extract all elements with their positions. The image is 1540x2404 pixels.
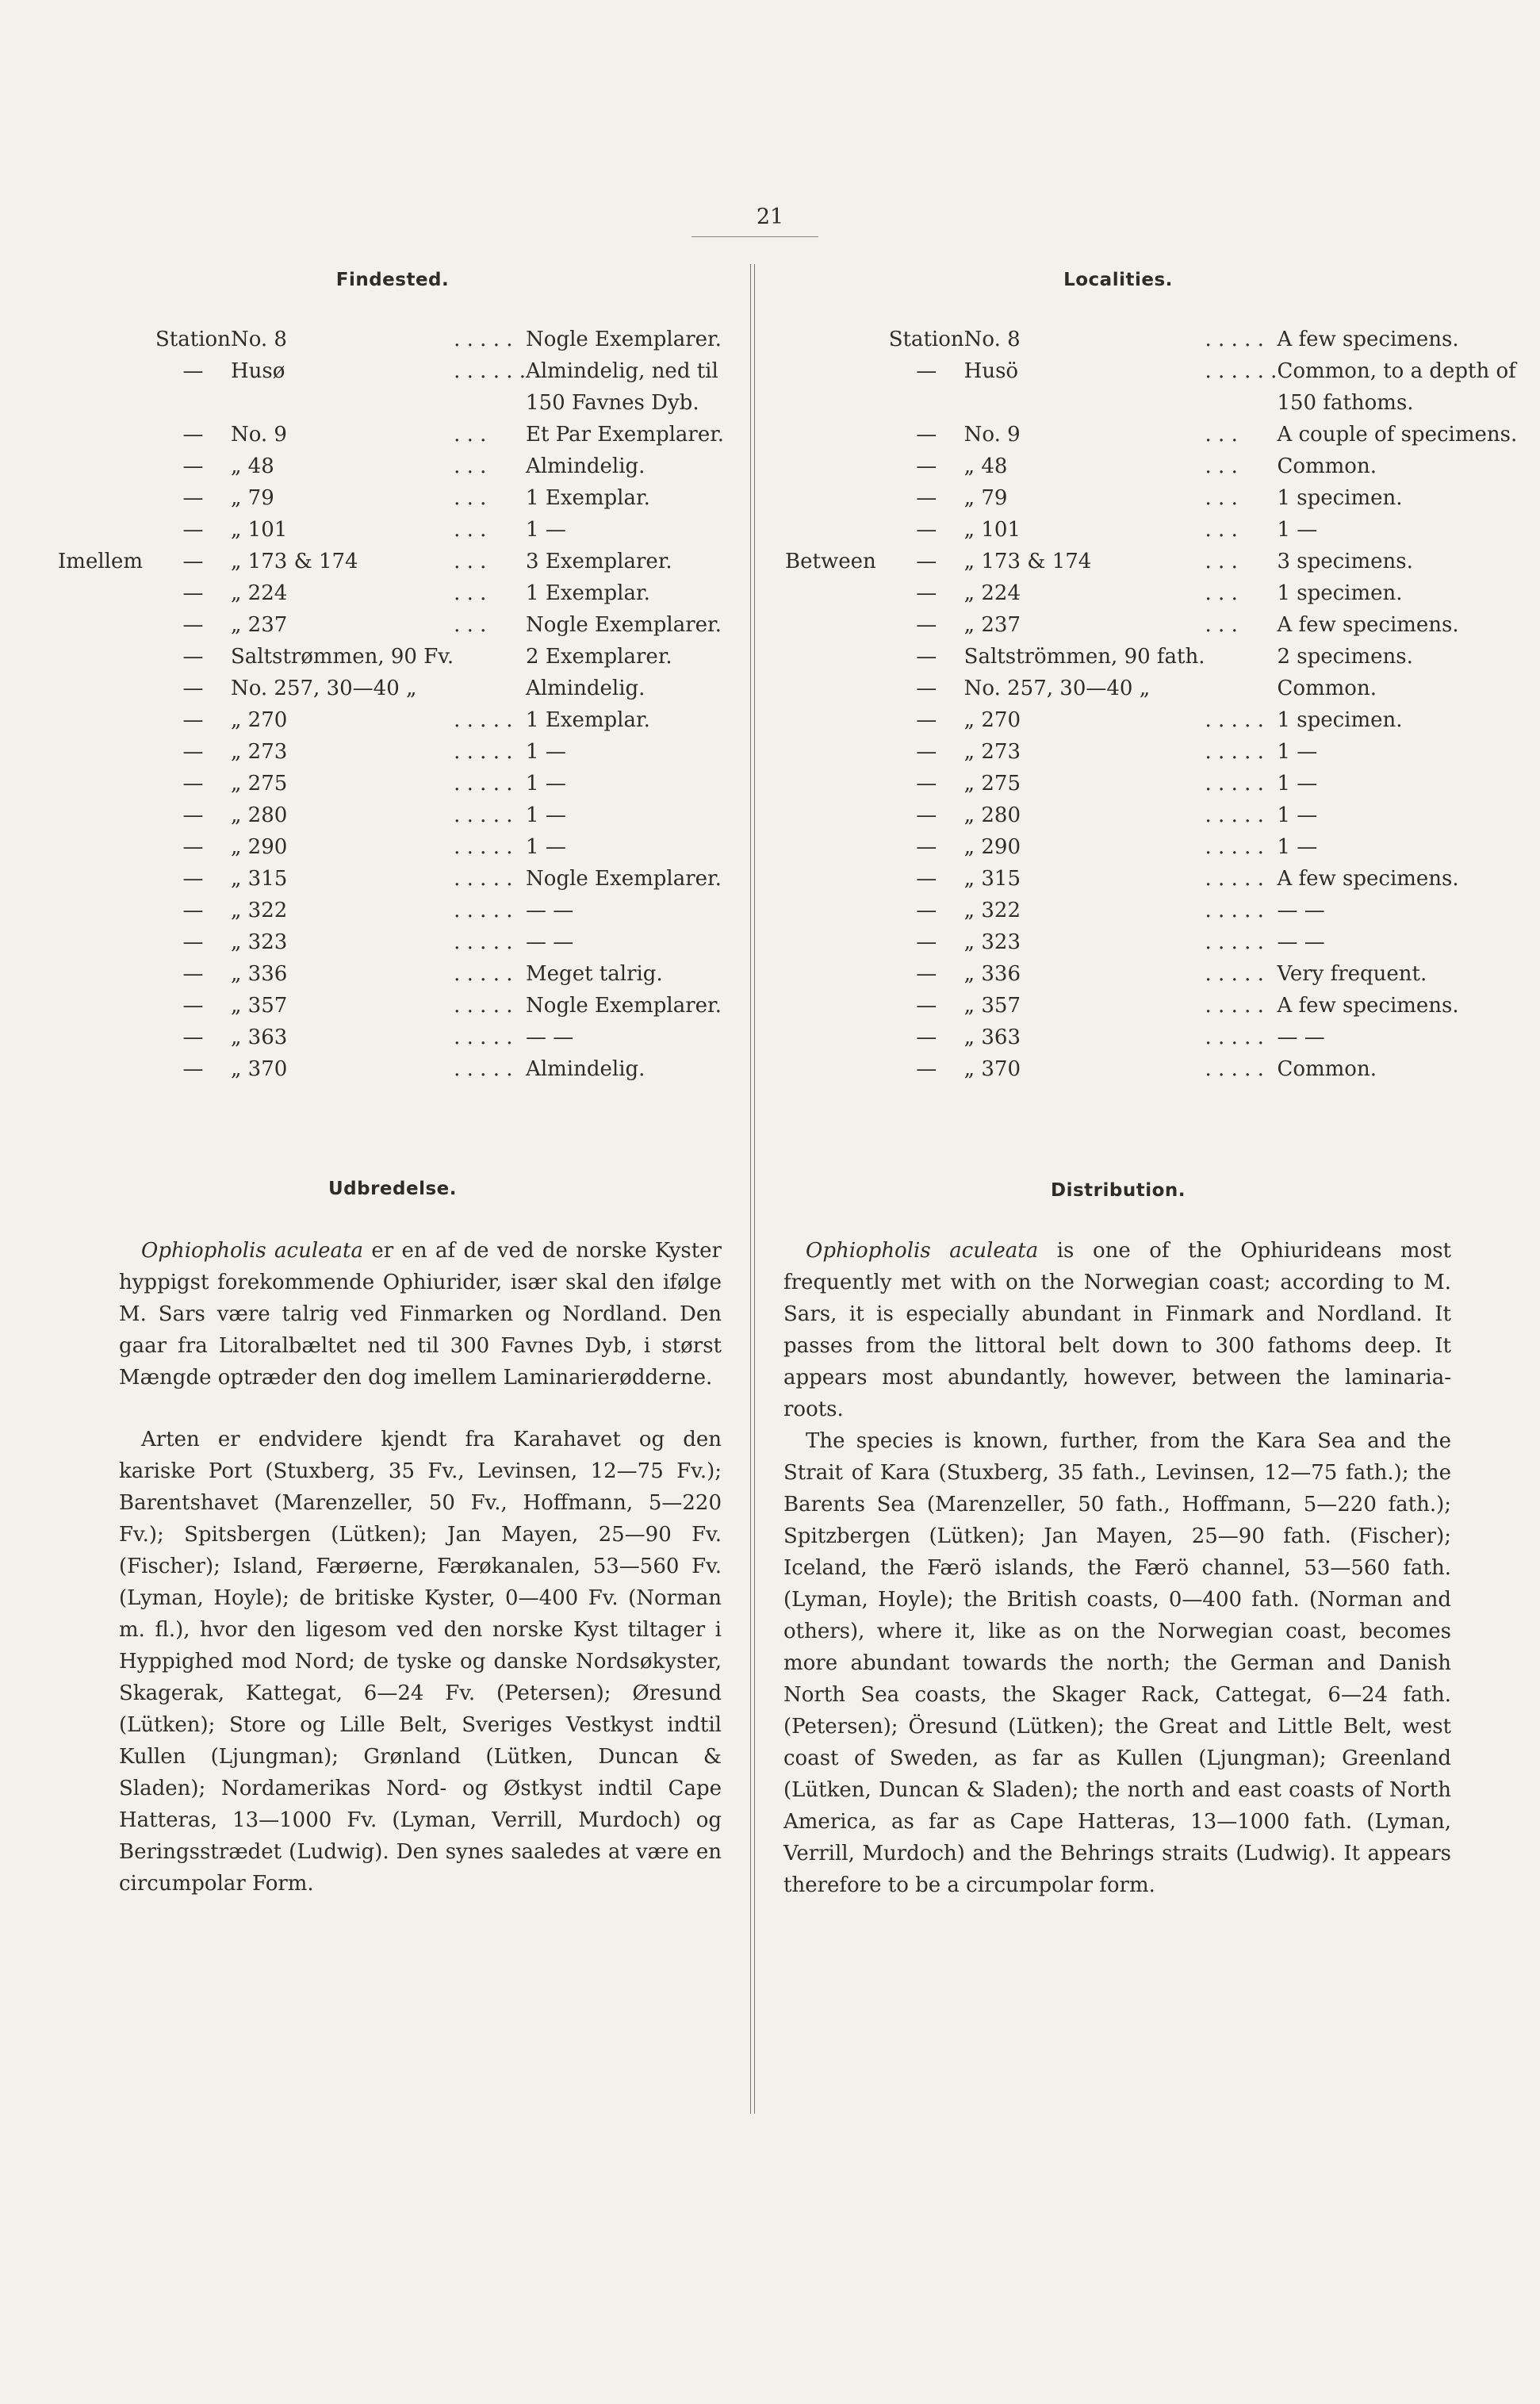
station-prefix: — xyxy=(182,772,204,796)
station-prefix: Station xyxy=(888,328,964,351)
station-note: — — xyxy=(1277,1026,1325,1049)
station-note: Common. xyxy=(1277,454,1377,478)
station-prefix: — xyxy=(916,359,937,383)
station-prefix: — xyxy=(916,994,937,1018)
station-note: 2 Exemplarer. xyxy=(526,645,672,669)
station-group-label xyxy=(785,324,889,355)
station-number: „ 173 & 174 xyxy=(963,550,1092,573)
station-number: „ 357 xyxy=(230,994,288,1018)
station-number: „ 322 xyxy=(963,899,1021,922)
station-row xyxy=(54,831,748,863)
station-group-label xyxy=(785,768,889,799)
leader-dots: . . . . . xyxy=(1205,1057,1264,1081)
station-group-label xyxy=(785,895,889,926)
leader-dots: . . . . . xyxy=(1205,740,1264,764)
leader-dots: . . . . . xyxy=(1205,994,1264,1018)
station-number: „ 48 xyxy=(230,454,274,478)
station-row xyxy=(785,831,1534,863)
leader-dots: . . . . . xyxy=(454,835,513,859)
station-note: — — xyxy=(1277,899,1325,922)
station-group-label xyxy=(54,609,155,641)
station-row xyxy=(54,863,748,895)
station-number: „ 290 xyxy=(963,835,1021,859)
station-note: 3 Exemplarer. xyxy=(526,550,672,573)
station-group-label xyxy=(54,895,155,926)
station-row xyxy=(785,704,1534,736)
station-note: A couple of specimens. xyxy=(1277,423,1518,447)
station-row xyxy=(54,355,748,419)
station-row xyxy=(785,895,1534,926)
station-prefix: — xyxy=(916,550,937,573)
leader-dots: . . . . . xyxy=(454,867,513,891)
station-group-label xyxy=(54,1022,155,1053)
station-prefix: — xyxy=(182,486,204,510)
station-note: 1 — xyxy=(1277,835,1318,859)
station-group-label xyxy=(785,355,889,419)
station-number: „ 370 xyxy=(963,1057,1021,1081)
station-prefix: — xyxy=(182,1057,204,1081)
station-group-label xyxy=(785,673,889,704)
station-prefix: — xyxy=(916,677,937,700)
station-note: Common. xyxy=(1277,677,1377,700)
station-number: „ 79 xyxy=(963,486,1008,510)
station-row xyxy=(54,736,748,768)
station-row xyxy=(785,641,1534,673)
station-number: Saltstrømmen, 90 Fv. xyxy=(230,645,454,669)
station-note: A few specimens. xyxy=(1277,867,1459,891)
station-row xyxy=(785,799,1534,831)
station-number: No. 257, 30—40 „ xyxy=(230,677,417,700)
station-note: 1 — xyxy=(526,772,566,796)
station-prefix: — xyxy=(916,930,937,954)
right-paragraph-2: The species is known, further, from the Kara Sea and the Strait of Kara (Stuxberg, 35 fath., Levinsen, 12—75 fath.); the Barents Sea (Marenzeller, 50 fath., Hoffmann, 5—220 fath.); Spitzbergen (Lütken); Jan Mayen, 25—90 fath. (Fischer); Iceland, the Færö islands, the Færö channel, 53—560 fath. (Lyman, Hoyle); the British coasts, 0—400 fath. (Norman and others), where it, like as on the Norwegian coast, becomes more abundant towards the north; the German and Danish North Sea coasts, the Skager Rack, Cattegat, 6—24 fath. (Petersen); Öresund (Lütken); the Great and Little Belt, west coast of Sweden, as far as Kullen (Ljungman); Greenland (Lütken, Duncan & Sladen); the north and east coasts of North America, as far as Cape Hatteras, 13—1000 fath. (Lyman, Verrill, Murdoch) and the Behrings straits (Ludwig). It appears therefore to be a circumpolar form. xyxy=(783,1429,1451,1897)
leader-dots: . . . xyxy=(1205,581,1238,605)
station-prefix: — xyxy=(182,677,204,700)
station-note: A few specimens. xyxy=(1277,994,1459,1018)
station-note: Almindelig. xyxy=(526,1057,645,1081)
right-distribution-text xyxy=(783,1235,1451,1901)
station-note: 1 — xyxy=(526,835,566,859)
station-row xyxy=(785,577,1534,609)
station-row xyxy=(785,1053,1534,1085)
leader-dots: . . . xyxy=(454,486,487,510)
station-number: „ 273 xyxy=(230,740,288,764)
station-row xyxy=(785,736,1534,768)
station-note: 1 Exemplar. xyxy=(526,486,650,510)
leader-dots: . . . xyxy=(1205,518,1238,542)
station-note: Nogle Exemplarer. xyxy=(526,994,722,1018)
station-row xyxy=(54,1022,748,1053)
station-row xyxy=(54,704,748,736)
leader-dots: . . . xyxy=(1205,613,1238,637)
left-station-table xyxy=(54,324,748,1085)
leader-dots: . . . xyxy=(454,423,487,447)
leader-dots: . . . . . xyxy=(454,899,513,922)
left-paragraph-1 xyxy=(119,1235,722,1394)
station-group-label xyxy=(54,926,155,958)
station-group-label xyxy=(785,419,889,451)
station-group-label xyxy=(54,324,155,355)
station-note: 1 specimen. xyxy=(1277,708,1403,732)
station-note: Very frequent. xyxy=(1277,962,1427,986)
station-group-label xyxy=(54,863,155,895)
station-prefix: — xyxy=(182,708,204,732)
station-number: No. 8 xyxy=(230,328,287,351)
station-prefix: — xyxy=(916,613,937,637)
station-group-label xyxy=(785,1022,889,1053)
leader-dots: . . . . . xyxy=(1205,899,1264,922)
station-number: „ 370 xyxy=(230,1057,288,1081)
right-localities-heading: Localities. xyxy=(1063,270,1173,290)
leader-dots: . . . xyxy=(454,581,487,605)
leader-dots: . . . xyxy=(1205,486,1238,510)
station-number: „ 173 & 174 xyxy=(230,550,358,573)
station-note: 3 specimens. xyxy=(1277,550,1413,573)
station-prefix: — xyxy=(182,899,204,922)
leader-dots: . . . . . . xyxy=(1205,359,1278,383)
station-number: „ 101 xyxy=(230,518,288,542)
station-group-label xyxy=(785,514,889,546)
station-number: „ 275 xyxy=(963,772,1021,796)
station-note: — — xyxy=(1277,930,1325,954)
station-number: „ 280 xyxy=(963,803,1021,827)
station-number: Saltströmmen, 90 fath. xyxy=(963,645,1205,669)
station-number: „ 224 xyxy=(230,581,288,605)
leader-dots xyxy=(454,673,526,704)
station-group-label xyxy=(54,451,155,482)
station-note: 1 — xyxy=(526,740,566,764)
station-row xyxy=(54,926,748,958)
station-group-label xyxy=(785,958,889,990)
station-note: 1 — xyxy=(526,518,566,542)
right-paragraph-1 xyxy=(783,1235,1451,1425)
station-prefix: — xyxy=(182,645,204,669)
station-row xyxy=(54,895,748,926)
station-group-label xyxy=(785,451,889,482)
station-note: 1 — xyxy=(1277,740,1318,764)
station-note: — — xyxy=(526,1026,574,1049)
station-group-label xyxy=(785,990,889,1022)
leader-dots: . . . . . xyxy=(454,803,513,827)
station-number: „ 336 xyxy=(230,962,288,986)
leader-dots: . . . . . xyxy=(454,328,513,351)
station-number: „ 363 xyxy=(963,1026,1021,1049)
station-group-label xyxy=(785,1053,889,1085)
left-paragraph-1-text: er en af de ved de norske Kyster hyppigst forekommende Ophiurider, især skal den ifølge M. Sars være talrig ved Finmarken og Nordland. Den gaar fra Litoralbæltet ned til 300 Favnes Dyb, i størst Mængde optræder den dog imellem Laminarierødderne. xyxy=(119,1239,722,1390)
station-group-label xyxy=(54,736,155,768)
station-number: „ 357 xyxy=(963,994,1021,1018)
station-note: Meget talrig. xyxy=(526,962,663,986)
leader-dots: . . . . . xyxy=(454,962,513,986)
station-number: „ 237 xyxy=(963,613,1021,637)
left-distribution-text xyxy=(119,1235,722,1900)
leader-dots: . . . . . xyxy=(454,930,513,954)
station-number: „ 270 xyxy=(963,708,1021,732)
station-group-label xyxy=(785,704,889,736)
leader-dots: . . . . . xyxy=(1205,835,1264,859)
station-group-label xyxy=(54,1053,155,1085)
station-row xyxy=(785,990,1534,1022)
station-row xyxy=(54,958,748,990)
station-note: Almindelig. xyxy=(526,677,645,700)
left-distribution-heading: Udbredelse. xyxy=(328,1179,458,1199)
station-group-label xyxy=(54,704,155,736)
station-prefix: — xyxy=(182,550,204,573)
station-row xyxy=(785,451,1534,482)
station-group-label: Between xyxy=(785,550,876,573)
station-note: 1 Exemplar. xyxy=(526,708,650,732)
station-group-label xyxy=(785,641,889,673)
station-number: „ 315 xyxy=(230,867,288,891)
leader-dots: . . . . . xyxy=(454,772,513,796)
station-note: A few specimens. xyxy=(1277,613,1459,637)
station-row xyxy=(54,324,748,355)
station-note: Almindelig, ned til 150 Favnes Dyb. xyxy=(526,359,718,415)
station-prefix: — xyxy=(182,994,204,1018)
station-row xyxy=(54,577,748,609)
station-group-label xyxy=(785,482,889,514)
station-row xyxy=(54,514,748,546)
leader-dots: . . . . . xyxy=(1205,803,1264,827)
right-paragraph-1-text: is one of the Ophiurideans most frequently met with on the Norwegian coast; according to M. Sars, it is especially abundant in Finmark and Nordland. It passes from the littoral belt down to 300 fathoms deep. It appears most abundantly, however, between the laminaria-roots. xyxy=(783,1239,1451,1421)
station-group-label xyxy=(54,958,155,990)
station-number: „ 323 xyxy=(963,930,1021,954)
station-number: „ 315 xyxy=(963,867,1021,891)
station-group-label xyxy=(54,419,155,451)
leader-dots: . . . . . xyxy=(1205,1026,1264,1049)
leader-dots xyxy=(454,641,526,673)
station-group-label xyxy=(54,990,155,1022)
station-prefix: — xyxy=(916,518,937,542)
page-number: 21 xyxy=(756,205,784,229)
station-number: No. 9 xyxy=(963,423,1021,447)
station-number: „ 273 xyxy=(963,740,1021,764)
station-number: No. 8 xyxy=(963,328,1021,351)
station-row xyxy=(785,863,1534,895)
station-number: Husö xyxy=(963,359,1019,383)
station-prefix: — xyxy=(916,581,937,605)
station-prefix: — xyxy=(916,803,937,827)
station-note: Nogle Exemplarer. xyxy=(526,613,722,637)
leader-dots: . . . . . xyxy=(1205,328,1264,351)
station-prefix: — xyxy=(916,1057,937,1081)
leader-dots: . . . . . xyxy=(1205,867,1264,891)
station-row xyxy=(54,1053,748,1085)
leader-dots: . . . xyxy=(454,518,487,542)
station-note: 1 Exemplar. xyxy=(526,581,650,605)
leader-dots: . . . . . xyxy=(454,1057,513,1081)
station-prefix: — xyxy=(182,803,204,827)
station-prefix: — xyxy=(916,867,937,891)
station-prefix: — xyxy=(182,867,204,891)
leader-dots: . . . . . xyxy=(454,994,513,1018)
station-prefix: — xyxy=(182,359,204,383)
station-row xyxy=(54,673,748,704)
station-prefix: — xyxy=(182,581,204,605)
station-prefix: — xyxy=(182,423,204,447)
station-note: 2 specimens. xyxy=(1277,645,1413,669)
station-row xyxy=(54,419,748,451)
station-row xyxy=(54,799,748,831)
station-note: — — xyxy=(526,899,574,922)
station-group-label xyxy=(54,482,155,514)
station-row xyxy=(54,482,748,514)
station-group-label xyxy=(54,831,155,863)
station-group-label xyxy=(54,355,155,419)
station-number: „ 336 xyxy=(963,962,1021,986)
station-prefix: — xyxy=(916,1026,937,1049)
right-species-name: Ophiopholis aculeata xyxy=(806,1239,1039,1263)
page-number-rule xyxy=(691,236,818,237)
left-paragraph-2: Arten er endvidere kjendt fra Karahavet og den kariske Port (Stuxberg, 35 Fv., Levinsen, 12—75 Fv.); Barentshavet (Marenzeller, 50 Fv., Hoffmann, 5—220 Fv.); Spitsbergen (Lütken); Jan Mayen, 25—90 Fv. (Fischer); Island, Færøerne, Færøkanalen, 53—560 Fv. (Lyman, Hoyle); de britiske Kyster, 0—400 Fv. (Norman m. fl.), hvor den ligesom ved den norske Kyst tiltager i Hyppighed mod Nord; de tyske og danske Nordsøkyster, Skagerak, Kattegat, 6—24 Fv. (Petersen); Øresund (Lütken); Store og Lille Belt, Sveriges Vestkyst indtil Kullen (Ljungman); Grønland (Lütken, Duncan & Sladen); Nordamerikas Nord- og Østkyst indtil Cape Hatteras, 13—1000 Fv. (Lyman, Verrill, Murdoch) og Beringsstrædet (Ludwig). Den synes saaledes at være en circumpolar Form. xyxy=(119,1428,722,1896)
station-number: Husø xyxy=(230,359,285,383)
station-number: „ 224 xyxy=(963,581,1021,605)
station-prefix: — xyxy=(182,835,204,859)
station-row xyxy=(785,926,1534,958)
station-group-label xyxy=(785,799,889,831)
station-note: Common. xyxy=(1277,1057,1377,1081)
station-row xyxy=(54,546,748,577)
station-prefix: — xyxy=(916,645,937,669)
station-row xyxy=(785,1022,1534,1053)
station-row xyxy=(785,355,1534,419)
station-group-label xyxy=(54,641,155,673)
station-group-label xyxy=(785,609,889,641)
leader-dots xyxy=(1205,641,1278,673)
station-prefix: — xyxy=(182,613,204,637)
station-prefix: — xyxy=(916,454,937,478)
station-prefix: — xyxy=(916,899,937,922)
leader-dots: . . . xyxy=(454,613,487,637)
station-note: A few specimens. xyxy=(1277,328,1459,351)
station-note: 1 — xyxy=(526,803,566,827)
leader-dots: . . . . . xyxy=(454,740,513,764)
station-row xyxy=(785,419,1534,451)
station-note: Et Par Exemplarer. xyxy=(526,423,725,447)
station-prefix: — xyxy=(182,962,204,986)
leader-dots: . . . . . xyxy=(454,708,513,732)
station-row xyxy=(54,768,748,799)
station-number: „ 290 xyxy=(230,835,288,859)
station-note: 1 specimen. xyxy=(1277,581,1403,605)
station-prefix: — xyxy=(916,962,937,986)
station-prefix: — xyxy=(916,486,937,510)
station-row xyxy=(54,451,748,482)
station-group-label xyxy=(54,514,155,546)
leader-dots: . . . xyxy=(454,550,487,573)
station-row xyxy=(785,324,1534,355)
leader-dots xyxy=(1205,673,1278,704)
station-number: „ 280 xyxy=(230,803,288,827)
station-group-label xyxy=(54,799,155,831)
leader-dots: . . . . . xyxy=(1205,772,1264,796)
station-group-label xyxy=(785,736,889,768)
station-number: „ 322 xyxy=(230,899,288,922)
station-row xyxy=(785,609,1534,641)
station-group-label xyxy=(54,577,155,609)
station-note: Almindelig. xyxy=(526,454,645,478)
station-number: „ 48 xyxy=(963,454,1008,478)
station-group-label: Imellem xyxy=(58,550,143,573)
station-note: 1 — xyxy=(1277,772,1318,796)
station-note: 1 specimen. xyxy=(1277,486,1403,510)
station-number: „ 270 xyxy=(230,708,288,732)
station-number: „ 275 xyxy=(230,772,288,796)
station-row xyxy=(785,482,1534,514)
leader-dots: . . . xyxy=(454,454,487,478)
station-prefix: — xyxy=(182,518,204,542)
station-row xyxy=(785,514,1534,546)
station-prefix: — xyxy=(916,708,937,732)
leader-dots: . . . . . xyxy=(1205,930,1264,954)
leader-dots: . . . xyxy=(1205,550,1238,573)
right-distribution-heading: Distribution. xyxy=(1050,1180,1186,1201)
station-group-label xyxy=(785,863,889,895)
station-prefix: — xyxy=(182,454,204,478)
station-row xyxy=(54,641,748,673)
station-number: „ 79 xyxy=(230,486,274,510)
station-group-label xyxy=(785,926,889,958)
column-divider xyxy=(750,264,755,2114)
station-number: „ 237 xyxy=(230,613,288,637)
station-row xyxy=(54,609,748,641)
station-prefix: — xyxy=(182,1026,204,1049)
leader-dots: . . . . . xyxy=(454,1026,513,1049)
left-localities-heading: Findested. xyxy=(335,270,450,290)
station-row xyxy=(54,990,748,1022)
station-group-label xyxy=(54,768,155,799)
station-group-label xyxy=(54,673,155,704)
station-row xyxy=(785,958,1534,990)
station-prefix: Station xyxy=(155,328,231,351)
station-prefix: — xyxy=(916,740,937,764)
leader-dots: . . . . . . xyxy=(454,359,527,383)
station-note: Nogle Exemplarer. xyxy=(526,328,722,351)
station-number: „ 363 xyxy=(230,1026,288,1049)
leader-dots: . . . xyxy=(1205,423,1238,447)
station-row xyxy=(785,546,1534,577)
station-group-label xyxy=(785,577,889,609)
station-note: — — xyxy=(526,930,574,954)
station-note: Nogle Exemplarer. xyxy=(526,867,722,891)
station-prefix: — xyxy=(916,423,937,447)
station-number: „ 323 xyxy=(230,930,288,954)
leader-dots: . . . . . xyxy=(1205,708,1264,732)
leader-dots: . . . . . xyxy=(1205,962,1264,986)
station-group-label xyxy=(785,831,889,863)
station-note: Common, to a depth of 150 fathoms. xyxy=(1277,359,1516,415)
station-number: „ 101 xyxy=(963,518,1021,542)
station-number: No. 257, 30—40 „ xyxy=(963,677,1151,700)
station-note: 1 — xyxy=(1277,518,1318,542)
station-number: No. 9 xyxy=(230,423,287,447)
station-prefix: — xyxy=(916,772,937,796)
right-station-table xyxy=(785,324,1534,1085)
station-note: 1 — xyxy=(1277,803,1318,827)
station-prefix: — xyxy=(182,740,204,764)
station-prefix: — xyxy=(916,835,937,859)
leader-dots: . . . xyxy=(1205,454,1238,478)
station-prefix: — xyxy=(182,930,204,954)
station-row xyxy=(785,768,1534,799)
left-species-name: Ophiopholis aculeata xyxy=(141,1239,363,1263)
station-row xyxy=(785,673,1534,704)
